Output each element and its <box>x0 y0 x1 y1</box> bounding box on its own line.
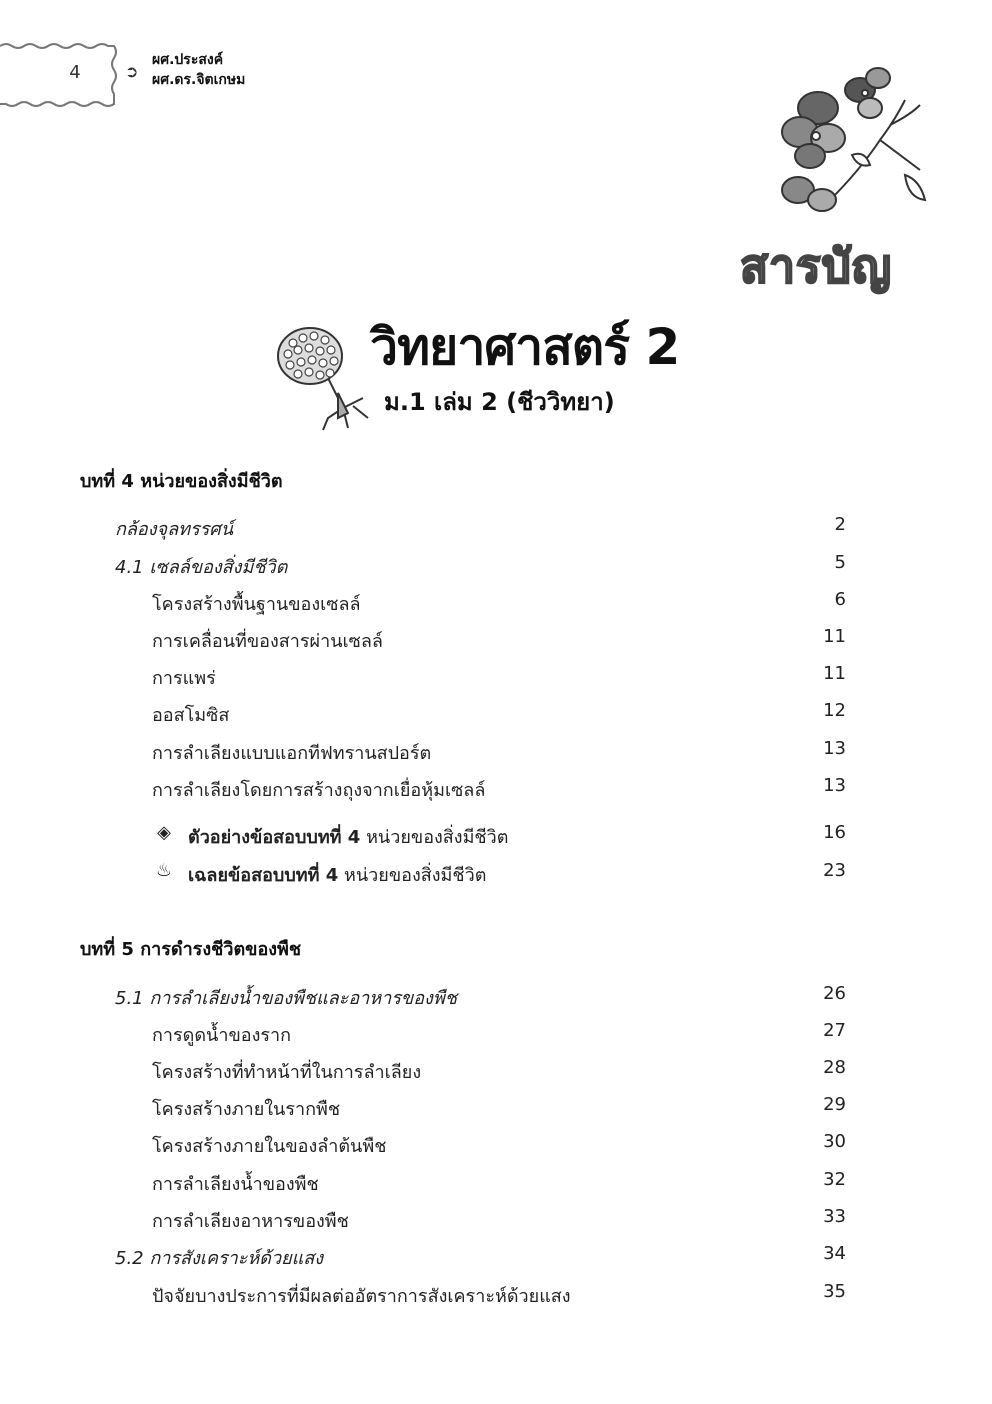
toc-entry-label: ออสโมซิส <box>152 705 230 726</box>
toc-entry-page: 13 <box>823 738 846 759</box>
authors <box>152 50 245 90</box>
toc-entry <box>0 983 992 1013</box>
toc-entry <box>0 1057 992 1087</box>
toc-entry <box>0 1206 992 1236</box>
toc-answer-entry <box>0 860 992 890</box>
toc-entry-label-rest: หน่วยของสิ่งมีชีวิต <box>360 827 509 848</box>
toc-entry <box>0 626 992 656</box>
toc-entry-label: 5.2 การสังเคราะห์ด้วยแสง <box>115 1248 324 1269</box>
toc-entry-label: การลำเลียงแบบแอกทีฟทรานสปอร์ต <box>152 743 432 764</box>
toc-entry-label: โครงสร้างพื้นฐานของเซลล์ <box>152 594 361 615</box>
toc-entry <box>0 1020 992 1050</box>
toc-entry-label: การเคลื่อนที่ของสารผ่านเซลล์ <box>152 631 383 652</box>
toc-entry <box>0 663 992 693</box>
toc-entry-page: 13 <box>823 775 846 796</box>
toc-entry <box>0 1281 992 1311</box>
toc-entry-page: 6 <box>834 589 846 610</box>
toc-entry-page: 34 <box>823 1243 846 1264</box>
hot-springs-icon: ♨ <box>155 860 173 881</box>
diamond-icon: ◈ <box>157 822 171 843</box>
book-subtitle: ม.1 เล่ม 2 (ชีววิทยา) <box>384 388 615 416</box>
chapter-title: บทที่ 5 การดำรงชีวิตของพืช <box>80 939 302 960</box>
toc-entry <box>0 738 992 768</box>
author-2: ผศ.ดร.จิตเกษม <box>152 72 246 88</box>
toc-entry <box>0 514 992 544</box>
toc-entry-label: การดูดน้ำของราก <box>152 1025 292 1046</box>
toc-entry-label: โครงสร้างภายในของลำต้นพืช <box>152 1136 387 1157</box>
toc-entry <box>0 1169 992 1199</box>
toc-entry-label: โครงสร้างภายในรากพืช <box>152 1099 341 1120</box>
cell-illustration-icon <box>268 318 378 438</box>
toc-entry-label <box>188 822 508 851</box>
toc-entry-label: การลำเลียงโดยการสร้างถุงจากเยื่อหุ้มเซลล์ <box>152 780 486 801</box>
tab-arrow-icon: ➲ <box>125 62 139 81</box>
author-1: ผศ.ประสงค์ <box>152 52 224 68</box>
toc-entry-label-rest: หน่วยของสิ่งมีชีวิต <box>338 865 487 886</box>
toc-entry-page: 2 <box>834 514 846 535</box>
toc-entry-page: 26 <box>823 983 846 1004</box>
toc-entry-label <box>188 860 486 889</box>
toc-entry-label: โครงสร้างที่ทำหน้าที่ในการลำเลียง <box>152 1062 422 1083</box>
toc-entry-page: 16 <box>823 822 846 843</box>
toc-entry-page: 27 <box>823 1020 846 1041</box>
toc-entry-label: 5.1 การลำเลียงน้ำของพืชและอาหารของพืช <box>115 988 457 1009</box>
toc-entry-page: 29 <box>823 1094 846 1115</box>
toc-entry <box>0 1243 992 1273</box>
toc-entry-page: 23 <box>823 860 846 881</box>
toc-entry-label-bold: เฉลยข้อสอบบทที่ 4 <box>188 865 339 886</box>
toc-entry-page: 12 <box>823 700 846 721</box>
toc-entry-page: 30 <box>823 1131 846 1152</box>
toc-entry <box>0 1094 992 1124</box>
toc-entry-page: 5 <box>834 552 846 573</box>
toc-entry <box>0 589 992 619</box>
toc-entry <box>0 552 992 582</box>
toc-entry-page: 33 <box>823 1206 846 1227</box>
toc-entry-page: 32 <box>823 1169 846 1190</box>
toc-entry-label: การลำเลียงอาหารของพืช <box>152 1211 349 1232</box>
toc-entry <box>0 700 992 730</box>
toc-entry-label: กล้องจุลทรรศน์ <box>115 519 234 540</box>
chapter-title: บทที่ 4 หน่วยของสิ่งมีชีวิต <box>80 471 283 492</box>
toc-entry-label: การลำเลียงน้ำของพืช <box>152 1174 319 1195</box>
toc-entry-label: ปัจจัยบางประการที่มีผลต่ออัตราการสังเคราะห์ด้วยแสง <box>152 1286 571 1307</box>
toc-entry-label: การแพร่ <box>152 668 216 689</box>
toc-entry-page: 11 <box>823 626 846 647</box>
toc-entry <box>0 775 992 805</box>
toc-entry-page: 28 <box>823 1057 846 1078</box>
toc-entry-label: 4.1 เซลล์ของสิ่งมีชีวิต <box>115 557 288 578</box>
book-title: วิทยาศาสตร์ 2 <box>370 318 680 376</box>
contents-heading: สารบัญ <box>740 239 893 293</box>
toc-entry-label-bold: ตัวอย่างข้อสอบบทที่ 4 <box>188 827 361 848</box>
flower-decoration-icon <box>770 60 935 220</box>
toc-entry-page: 11 <box>823 663 846 684</box>
toc-entry <box>0 1131 992 1161</box>
page-number: 4 <box>69 62 81 83</box>
toc-entry-page: 35 <box>823 1281 846 1302</box>
toc-exam-entry <box>0 822 992 852</box>
